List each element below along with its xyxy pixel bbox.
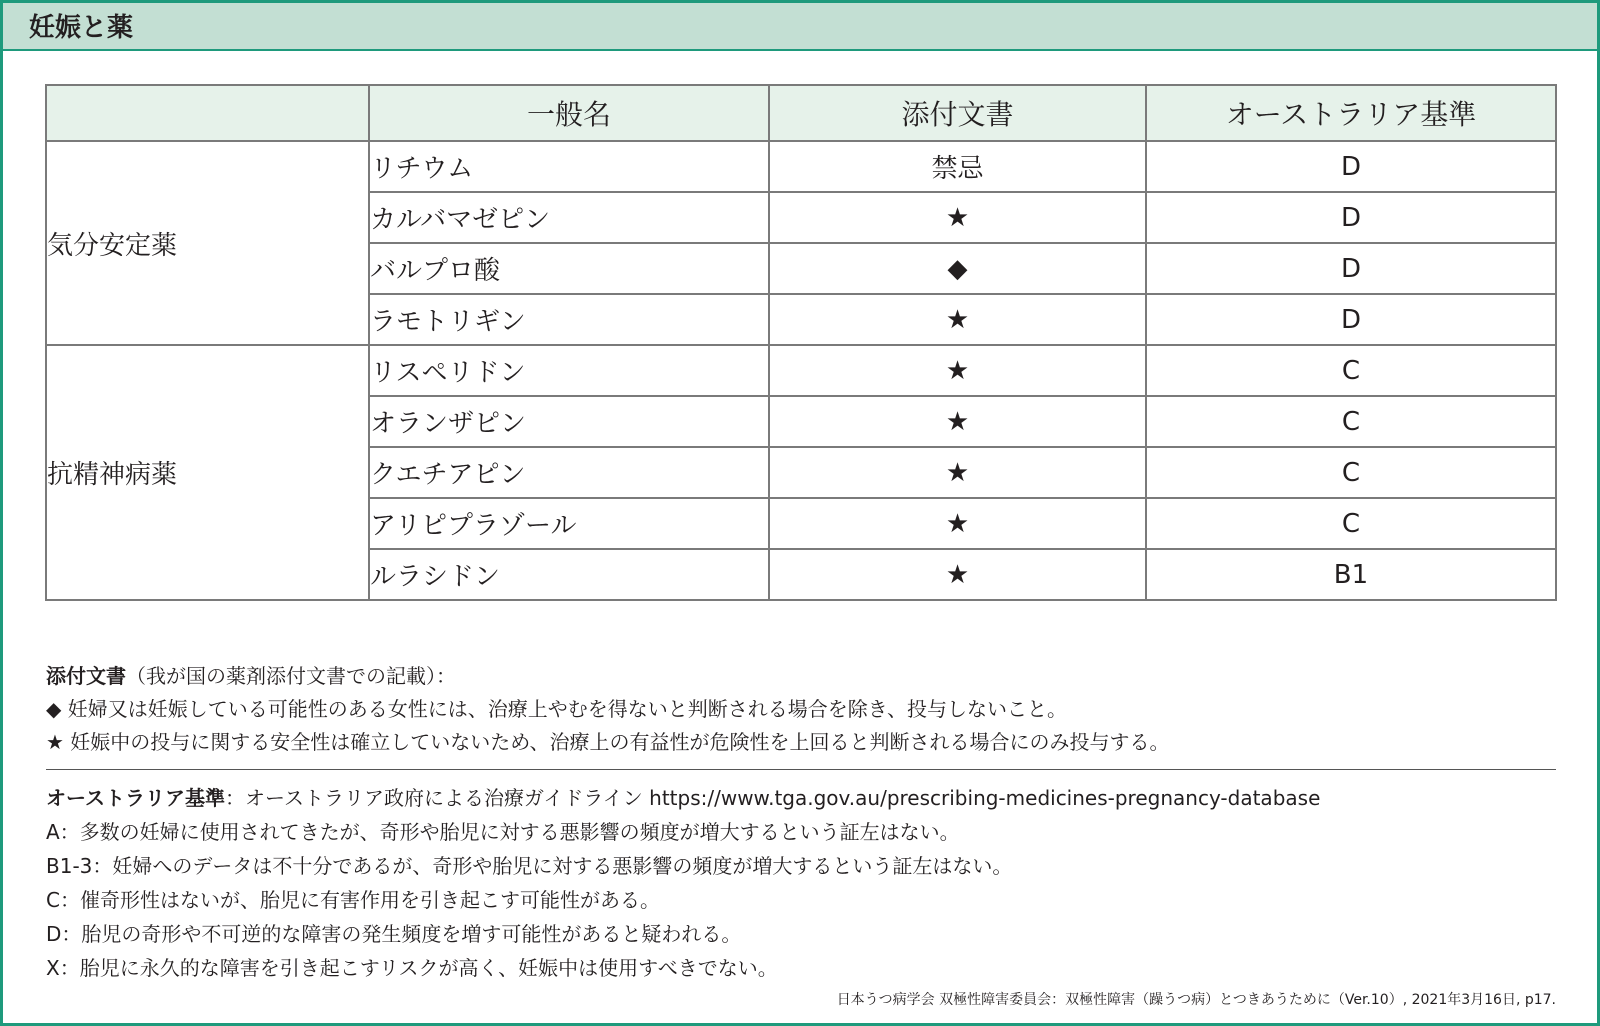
criteria-item-d: D：胎児の奇形や不可逆的な障害の発生頻度を増す可能性があると疑われる。 bbox=[46, 922, 742, 946]
diamond-icon: ◆ bbox=[769, 243, 1146, 294]
notes-heading-rest: （我が国の薬剤添付文書での記載）： bbox=[126, 664, 456, 688]
header-generic-name: 一般名 bbox=[369, 85, 769, 141]
criteria-heading-line bbox=[46, 781, 1566, 815]
star-icon: ★ bbox=[769, 498, 1146, 549]
criteria-item-b: B1-3：妊婦へのデータは不十分であるが、奇形や胎児に対する悪影響の頻度が増大するという証左はない。 bbox=[46, 854, 1013, 878]
australian-category: C bbox=[1146, 396, 1556, 447]
star-icon: ★ bbox=[769, 192, 1146, 243]
australian-category: D bbox=[1146, 141, 1556, 192]
star-icon: ★ bbox=[769, 447, 1146, 498]
drug-name: リスペリドン bbox=[369, 345, 769, 396]
star-icon: ★ bbox=[769, 396, 1146, 447]
source-citation: 日本うつ病学会 双極性障害委員会：双極性障害（躁うつ病）とつきあうために（Ver.10）, 2021年3月16日, p17. bbox=[836, 992, 1556, 1008]
australian-category: C bbox=[1146, 345, 1556, 396]
star-icon: ★ bbox=[769, 345, 1146, 396]
drug-name: ルラシドン bbox=[369, 549, 769, 600]
star-note: ★ 妊娠中の投与に関する安全性は確立していないため、治療上の有益性が危険性を上回ると判断される場合にのみ投与する。 bbox=[46, 730, 1170, 754]
drug-table bbox=[45, 84, 1557, 601]
criteria-heading: オーストラリア基準 bbox=[46, 786, 225, 810]
table-row bbox=[46, 345, 1556, 396]
criteria-item-x: X：胎児に永久的な障害を引き起こすリスクが高く、妊娠中は使用すべきでない。 bbox=[46, 956, 778, 980]
criteria-item-a: A：多数の妊婦に使用されてきたが、奇形や胎児に対する悪影響の頻度が増大するという証左はない。 bbox=[46, 820, 960, 844]
star-icon: ★ bbox=[769, 549, 1146, 600]
table-header-row bbox=[46, 85, 1556, 141]
title-bar bbox=[3, 3, 1597, 51]
drug-name: クエチアピン bbox=[369, 447, 769, 498]
drug-name: ラモトリギン bbox=[369, 294, 769, 345]
notes-heading: 添付文書 bbox=[46, 664, 126, 688]
australian-criteria bbox=[46, 781, 1566, 985]
australian-category: D bbox=[1146, 294, 1556, 345]
notes-heading-line bbox=[46, 660, 1556, 693]
divider bbox=[46, 769, 1556, 770]
drug-name: バルプロ酸 bbox=[369, 243, 769, 294]
page-title: 妊娠と薬 bbox=[29, 13, 134, 43]
drug-name: カルバマゼピン bbox=[369, 192, 769, 243]
category-mood-stabilizers: 気分安定薬 bbox=[46, 141, 369, 345]
australian-category: C bbox=[1146, 447, 1556, 498]
drug-name: オランザピン bbox=[369, 396, 769, 447]
criteria-item-c: C：催奇形性はないが、胎児に有害作用を引き起こす可能性がある。 bbox=[46, 888, 660, 912]
drug-name: アリピプラゾール bbox=[369, 498, 769, 549]
australian-category: B1 bbox=[1146, 549, 1556, 600]
australian-category: D bbox=[1146, 243, 1556, 294]
package-insert-mark: 禁忌 bbox=[769, 141, 1146, 192]
category-antipsychotics: 抗精神病薬 bbox=[46, 345, 369, 600]
header-australian-category: オーストラリア基準 bbox=[1146, 85, 1556, 141]
diamond-note: ◆ 妊婦又は妊娠している可能性のある女性には、治療上やむを得ないと判断される場合を除き、投与しないこと。 bbox=[46, 697, 1067, 721]
table-row bbox=[46, 141, 1556, 192]
header-empty bbox=[46, 85, 369, 141]
package-insert-notes bbox=[46, 660, 1556, 759]
criteria-heading-rest: ：オーストラリア政府による治療ガイドライン https://www.tga.gov.au/prescribing-medicines-pregnancy-database bbox=[225, 786, 1321, 810]
drug-name: リチウム bbox=[369, 141, 769, 192]
australian-category: C bbox=[1146, 498, 1556, 549]
header-package-insert: 添付文書 bbox=[769, 85, 1146, 141]
australian-category: D bbox=[1146, 192, 1556, 243]
star-icon: ★ bbox=[769, 294, 1146, 345]
